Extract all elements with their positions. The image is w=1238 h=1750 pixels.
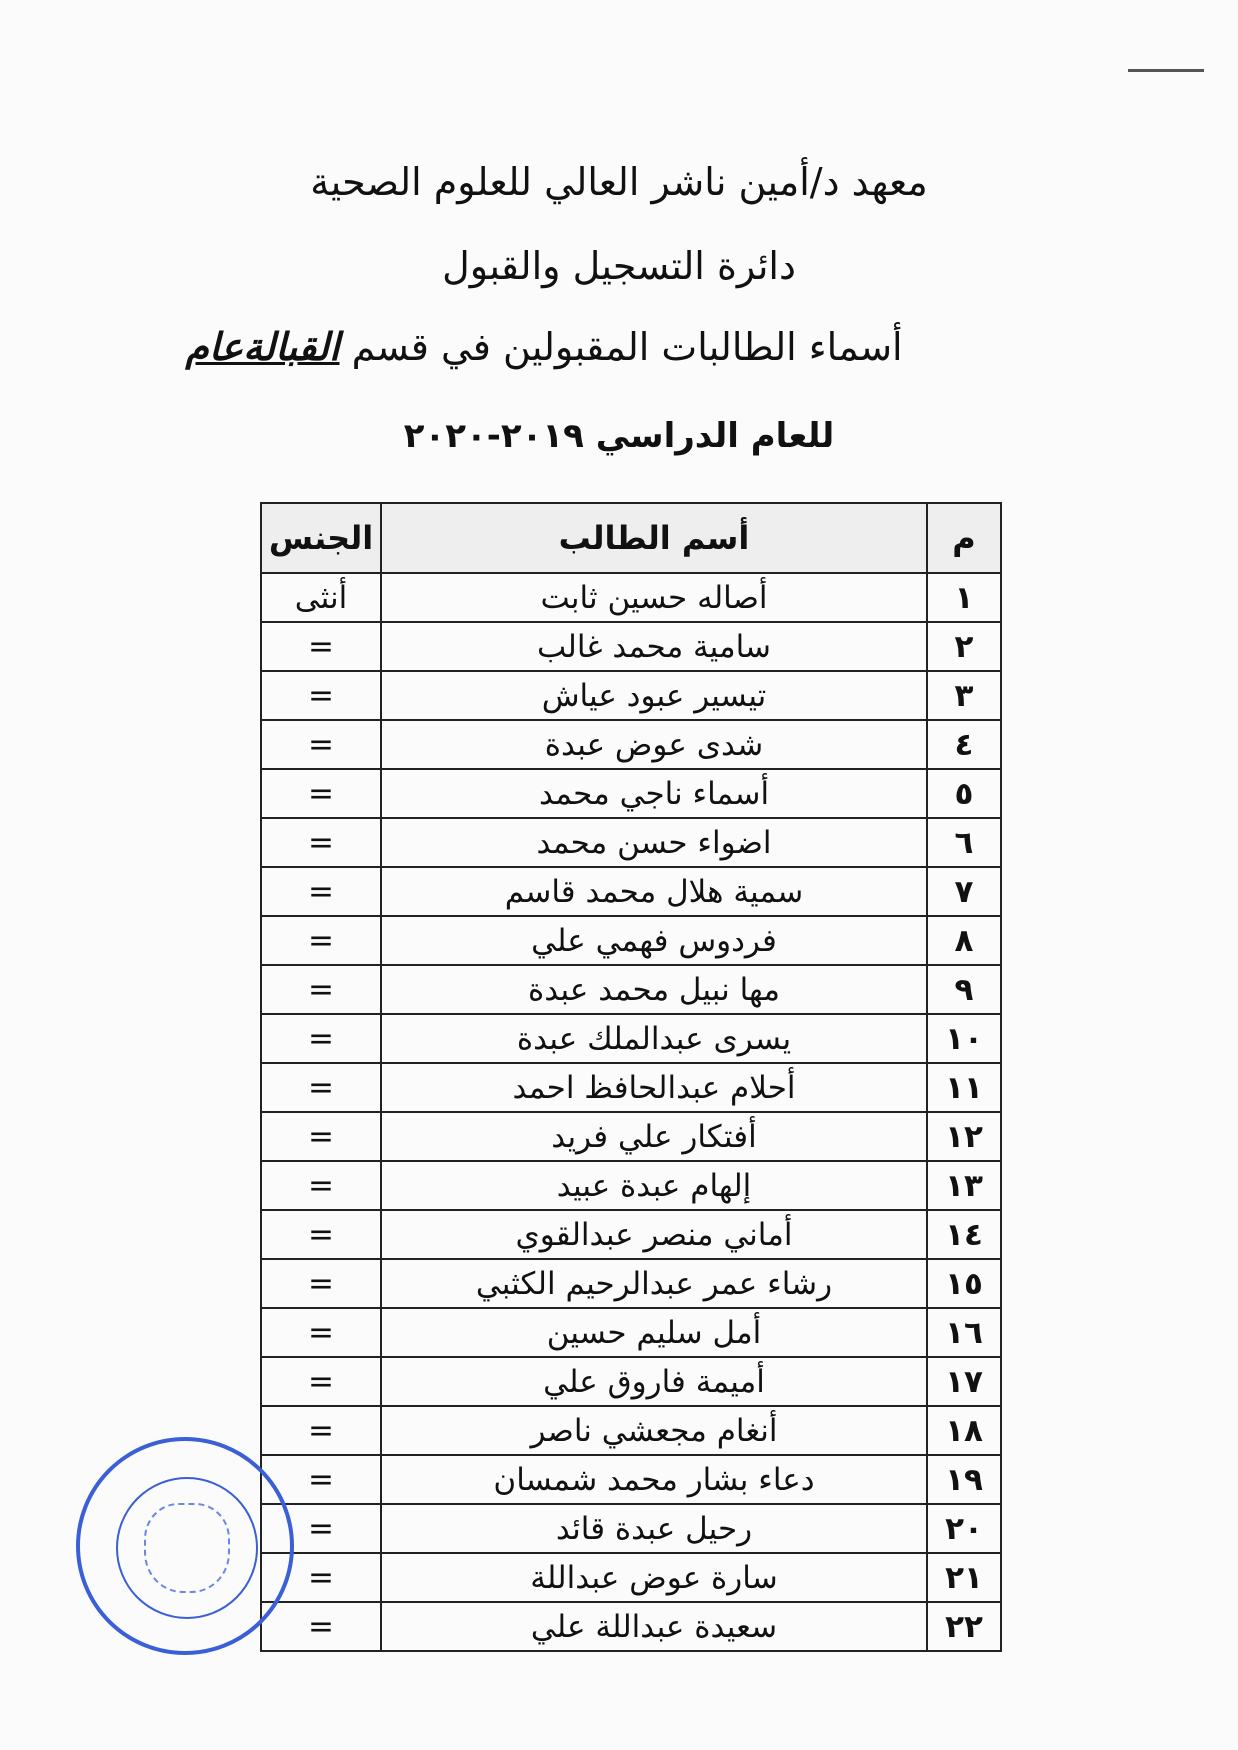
row-number: ٢٢ — [927, 1602, 1001, 1651]
row-name: شدى عوض عبدة — [381, 720, 927, 769]
row-name: إلهام عبدة عبيد — [381, 1161, 927, 1210]
table-row — [261, 1063, 1001, 1112]
row-name: أمل سليم حسين — [381, 1308, 927, 1357]
row-name: أميمة فاروق علي — [381, 1357, 927, 1406]
row-name: سعيدة عبداللة علي — [381, 1602, 927, 1651]
table-row — [261, 671, 1001, 720]
row-gender: = — [261, 1602, 381, 1651]
row-number: ١٨ — [927, 1406, 1001, 1455]
students-table — [260, 502, 1002, 1652]
row-number: ١ — [927, 573, 1001, 622]
table-row — [261, 1357, 1001, 1406]
table-row — [261, 1259, 1001, 1308]
row-name: أفتكار علي فريد — [381, 1112, 927, 1161]
row-number: ١٥ — [927, 1259, 1001, 1308]
row-number: ١٤ — [927, 1210, 1001, 1259]
row-name: سامية محمد غالب — [381, 622, 927, 671]
row-gender: = — [261, 769, 381, 818]
row-name: أحلام عبدالحافظ احمد — [381, 1063, 927, 1112]
table-row — [261, 965, 1001, 1014]
row-name: أنغام مجعشي ناصر — [381, 1406, 927, 1455]
table-row — [261, 1455, 1001, 1504]
row-number: ٢٠ — [927, 1504, 1001, 1553]
row-name: يسرى عبدالملك عبدة — [381, 1014, 927, 1063]
row-gender: = — [261, 1014, 381, 1063]
row-number: ٢ — [927, 622, 1001, 671]
table-row — [261, 1504, 1001, 1553]
row-gender: = — [261, 671, 381, 720]
row-number: ٢١ — [927, 1553, 1001, 1602]
section-name: القبالةعام — [185, 325, 340, 369]
header-gender: الجنس — [261, 503, 381, 573]
row-gender: أنثى — [261, 573, 381, 622]
table-row — [261, 622, 1001, 671]
table-row — [261, 1308, 1001, 1357]
row-number: ٦ — [927, 818, 1001, 867]
row-gender: = — [261, 1504, 381, 1553]
header-name: أسم الطالب — [381, 503, 927, 573]
row-gender: = — [261, 1161, 381, 1210]
table-header-row — [261, 503, 1001, 573]
table-row — [261, 1210, 1001, 1259]
row-number: ٧ — [927, 867, 1001, 916]
row-number: ١١ — [927, 1063, 1001, 1112]
row-gender: = — [261, 965, 381, 1014]
row-gender: = — [261, 818, 381, 867]
list-title — [0, 325, 1238, 369]
header-number: م — [927, 503, 1001, 573]
table-row — [261, 769, 1001, 818]
table-body — [261, 573, 1001, 1651]
table-row — [261, 1406, 1001, 1455]
official-stamp-seal — [76, 1437, 294, 1655]
table-row — [261, 1602, 1001, 1651]
row-name: رشاء عمر عبدالرحيم الكثبي — [381, 1259, 927, 1308]
row-name: فردوس فهمي علي — [381, 916, 927, 965]
table-row — [261, 1112, 1001, 1161]
row-gender: = — [261, 1308, 381, 1357]
row-gender: = — [261, 1210, 381, 1259]
table-row — [261, 818, 1001, 867]
row-name: دعاء بشار محمد شمسان — [381, 1455, 927, 1504]
row-gender: = — [261, 720, 381, 769]
row-name: أماني منصر عبدالقوي — [381, 1210, 927, 1259]
row-number: ١٣ — [927, 1161, 1001, 1210]
row-number: ١٢ — [927, 1112, 1001, 1161]
row-name: اضواء حسن محمد — [381, 818, 927, 867]
department-title: دائرة التسجيل والقبول — [442, 244, 796, 288]
page-corner-mark — [1128, 69, 1204, 72]
row-gender: = — [261, 1112, 381, 1161]
row-number: ٨ — [927, 916, 1001, 965]
row-gender: = — [261, 867, 381, 916]
row-gender: = — [261, 1259, 381, 1308]
table-row — [261, 867, 1001, 916]
row-name: سمية هلال محمد قاسم — [381, 867, 927, 916]
row-name: سارة عوض عبداللة — [381, 1553, 927, 1602]
row-gender: = — [261, 1063, 381, 1112]
row-name: أسماء ناجي محمد — [381, 769, 927, 818]
row-number: ٥ — [927, 769, 1001, 818]
academic-year: للعام الدراسي ٢٠١٩-٢٠٢٠ — [403, 416, 835, 456]
institute-title: معهد د/أمين ناشر العالي للعلوم الصحية — [310, 160, 928, 204]
row-gender: = — [261, 622, 381, 671]
row-number: ١٩ — [927, 1455, 1001, 1504]
list-title-text: أسماء الطالبات المقبولين في قسم — [351, 325, 903, 369]
table-row — [261, 1553, 1001, 1602]
row-gender: = — [261, 1455, 381, 1504]
row-gender: = — [261, 1406, 381, 1455]
table-row — [261, 573, 1001, 622]
row-gender: = — [261, 1553, 381, 1602]
table-row — [261, 916, 1001, 965]
row-number: ٣ — [927, 671, 1001, 720]
table-row — [261, 1161, 1001, 1210]
row-number: ٤ — [927, 720, 1001, 769]
row-number: ١٧ — [927, 1357, 1001, 1406]
row-gender: = — [261, 1357, 381, 1406]
row-name: أصاله حسين ثابت — [381, 573, 927, 622]
eagle-emblem-icon — [144, 1503, 230, 1593]
row-number: ٩ — [927, 965, 1001, 1014]
table-row — [261, 1014, 1001, 1063]
row-name: مها نبيل محمد عبدة — [381, 965, 927, 1014]
students-table-container — [260, 502, 1002, 1652]
table-row — [261, 720, 1001, 769]
row-name: تيسير عبود عياش — [381, 671, 927, 720]
row-number: ١٠ — [927, 1014, 1001, 1063]
row-gender: = — [261, 916, 381, 965]
row-number: ١٦ — [927, 1308, 1001, 1357]
row-name: رحيل عبدة قائد — [381, 1504, 927, 1553]
